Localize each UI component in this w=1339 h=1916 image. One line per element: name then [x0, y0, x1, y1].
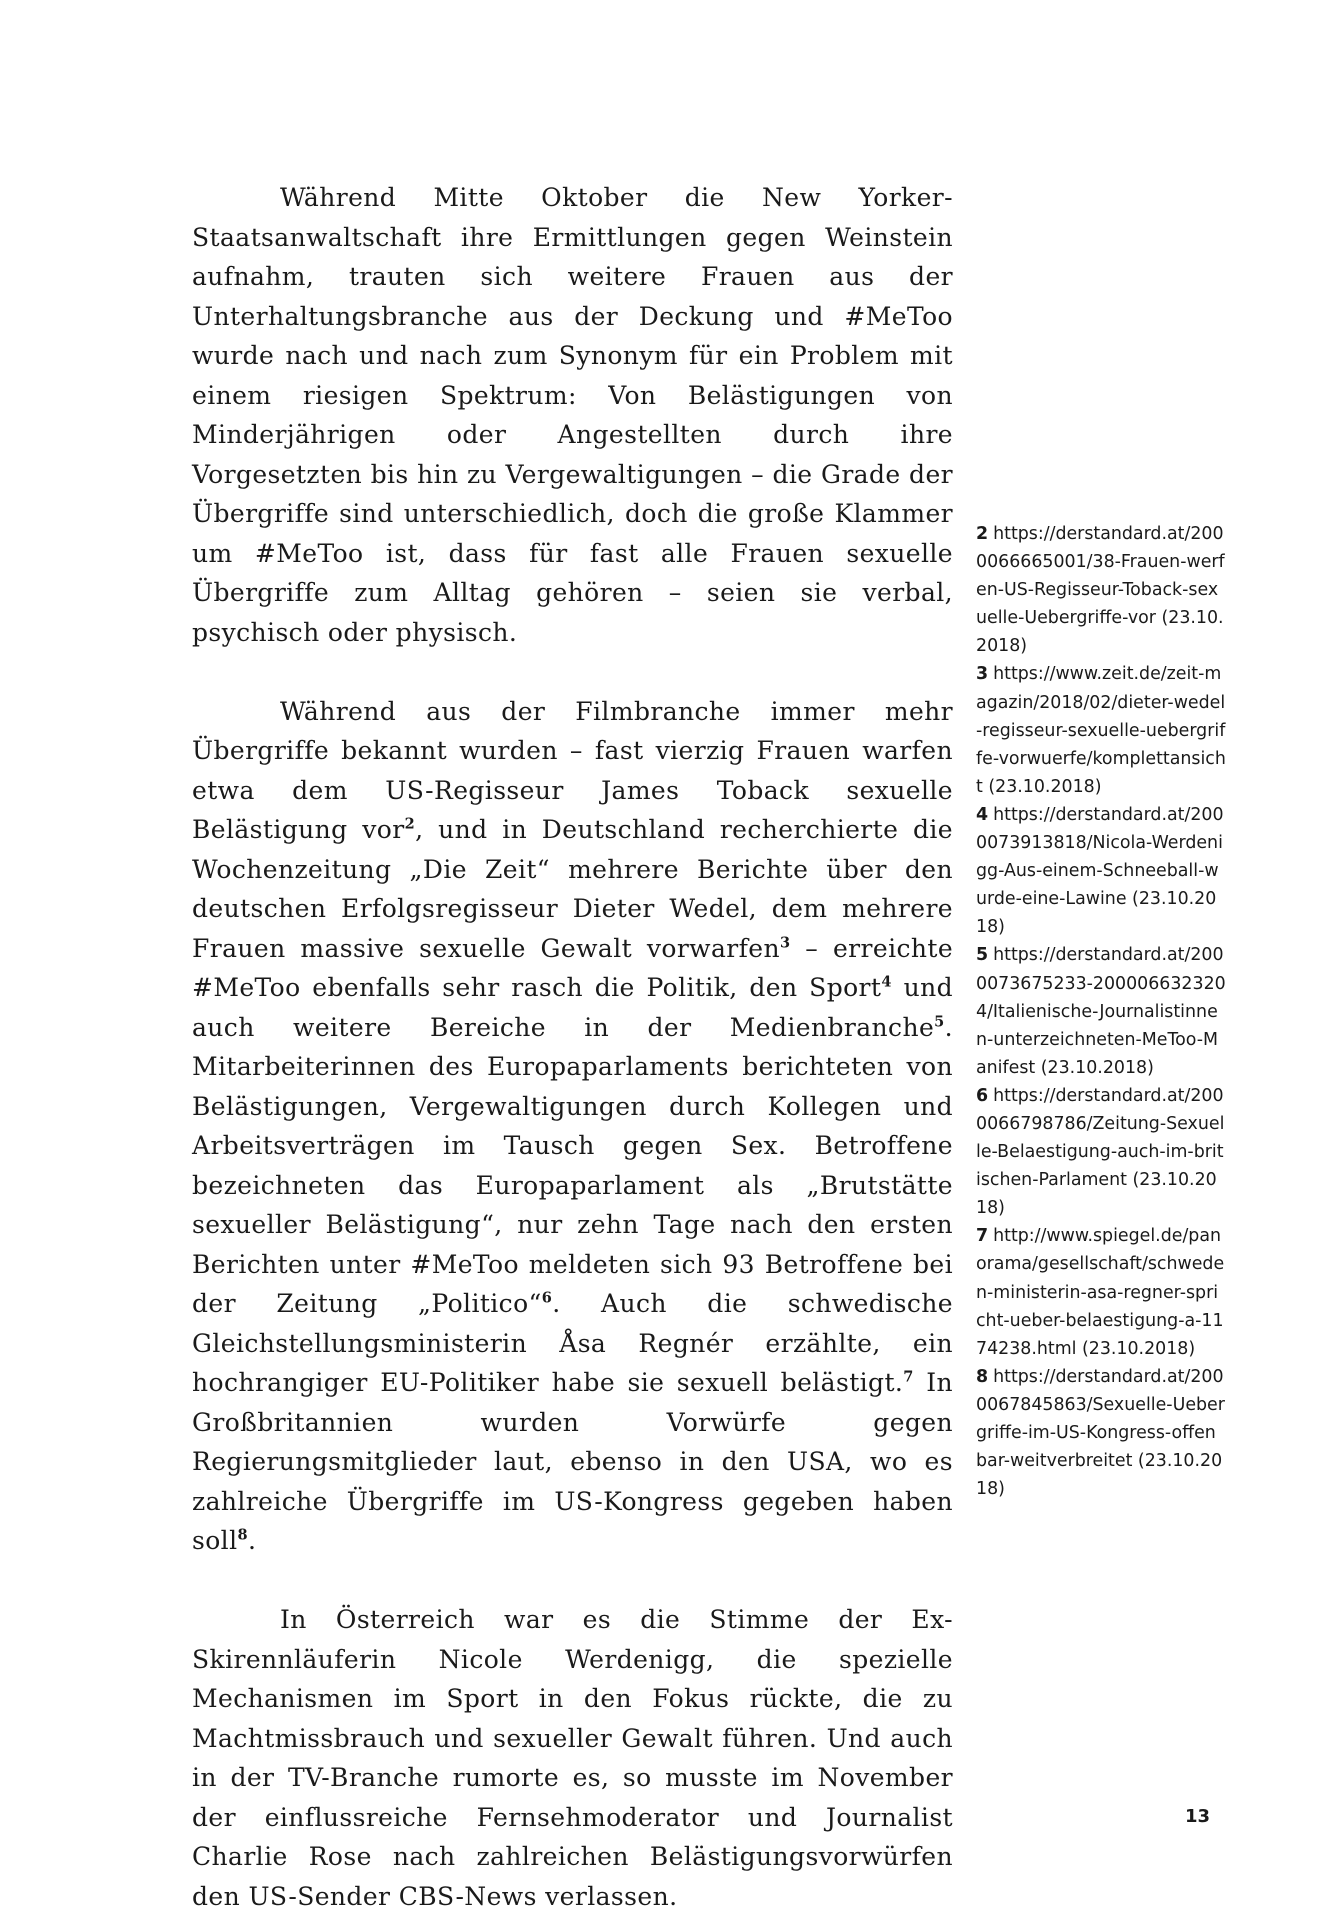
text-segment: .: [247, 1526, 257, 1555]
text-segment: In Österreich war es die Stimme der Ex-Skirennläuferin Nicole Werdenigg, die spezielle Mechanismen im Sport in den Fokus rückte, die zu Machtmissbrauch und sexueller Gewalt führen. Und auch in der TV-Branche rumorte es, so musste im November der einflussreiche Fernsehmoderator und Journalist Charlie Rose nach zahlreichen Belästigungsvorwürfen den US-Sender CBS-News verlassen.: [192, 1605, 953, 1911]
text-segment: . Mitarbeiterinnen des Europaparlaments berichteten von Belästigungen, Vergewaltigungen durch Kollegen und Arbeitsverträgen im Tausch gegen Sex. Betroffene bezeichneten das Europaparlament als „Brutstätte sexueller Belästigung“, nur zehn Tage nach den ersten Berichten unter #MeToo meldeten sich 93 Betroffene bei der Zeitung „Politico“: [192, 1012, 953, 1318]
footnote-5: [976, 941, 1226, 1081]
footnote-marker: 2: [404, 815, 416, 833]
footnote-number: 4: [976, 804, 989, 825]
footnote-marker: 5: [934, 1013, 945, 1031]
footnote-4: [976, 801, 1226, 941]
text-segment: . Auch die schwedische Gleichstellungsministerin Åsa Regnér erzählte, ein hochrangiger EU-Politiker habe sie sexuell belästigt.: [192, 1289, 953, 1397]
body-paragraph: [192, 1600, 953, 1916]
footnote-link[interactable]: https://derstandard.at/2000066665001/38-Frauen-werfen-US-Regisseur-Toback-sexuelle-Uebergriffe-vor (23.10.2018): [976, 524, 1225, 657]
page-number: 13: [1184, 1806, 1210, 1827]
footnotes-column: [976, 520, 1226, 1503]
text-segment: , und in Deutschland recherchierte die Wochenzeitung „Die Zeit“ mehrere Berichte über den deutschen Erfolgsregisseur Dieter Wedel, dem mehrere Frauen massive sexuelle Gewalt vorwarfen: [192, 815, 953, 963]
footnote-link[interactable]: http://www.spiegel.de/panorama/gesellschaft/schweden-ministerin-asa-regner-spricht-ueber-belaestigung-a-1174238.html (23.10.2018): [976, 1226, 1225, 1359]
footnote-number: 3: [976, 664, 989, 685]
footnote-marker: 8: [237, 1526, 248, 1544]
footnote-link[interactable]: https://www.zeit.de/zeit-magazin/2018/02/dieter-wedel-regisseur-sexuelle-uebergriffe-vorwuerfe/komplettansicht (23.10.2018): [976, 664, 1226, 797]
body-paragraph: [192, 692, 953, 1561]
text-segment: und auch weitere Bereiche in der Medienbranche: [192, 973, 953, 1042]
footnote-3: [976, 660, 1226, 800]
text-segment: – erreichte #MeToo ebenfalls sehr rasch die Politik, den Sport: [192, 933, 954, 1002]
footnote-6: [976, 1082, 1226, 1222]
footnote-number: 7: [976, 1226, 989, 1247]
footnote-marker: 6: [541, 1289, 553, 1307]
footnote-2: [976, 520, 1226, 660]
text-segment: Während Mitte Oktober die New Yorker-Staatsanwaltschaft ihre Ermittlungen gegen Weinstein aufnahm, trauten sich weitere Frauen aus der Unterhaltungsbranche aus der Deckung und #MeToo wurde nach und nach zum Synonym für ein Problem mit einem riesigen Spektrum: Von Belästigungen von Minderjährigen oder Angestellten durch ihre Vorgesetzten bis hin zu Vergewaltigungen – die Grade der Übergriffe sind unterschiedlich, doch die große Klammer um #MeToo ist, dass für fast alle Frauen sexuelle Übergriffe zum Alltag gehören – seien sie verbal, psychisch oder physisch.: [192, 183, 953, 647]
text-segment: Während aus der Filmbranche immer mehr Übergriffe bekannt wurden – fast vierzig Frauen warfen etwa dem US-Regisseur James Toback sexuelle Belästigung vor: [192, 696, 953, 844]
footnote-8: [976, 1363, 1226, 1503]
footnote-number: 8: [976, 1366, 989, 1387]
footnote-link[interactable]: https://derstandard.at/2000066798786/Zeitung-Sexuelle-Belaestigung-auch-im-britischen-Parlament (23.10.2018): [976, 1085, 1225, 1219]
footnote-marker: 7: [903, 1368, 914, 1386]
text-segment: In Großbritannien wurden Vorwürfe gegen Regierungsmitglieder laut, ebenso in den USA, wo es zahlreiche Übergriffe im US-Kongress gegeben haben soll: [192, 1368, 954, 1555]
footnote-marker: 3: [780, 934, 791, 952]
footnote-number: 6: [976, 1085, 989, 1106]
footnote-link[interactable]: https://derstandard.at/2000073913818/Nicola-Werdenigg-Aus-einem-Schneeball-wurde-eine-Lawine (23.10.2018): [976, 804, 1224, 938]
footnote-link[interactable]: https://derstandard.at/2000073675233-2000066323204/Italienische-Journalistinnen-unterzeichneten-MeToo-Manifest (23.10.2018): [976, 945, 1226, 1078]
main-body-text: [192, 178, 953, 1916]
body-paragraph: [192, 178, 953, 652]
footnote-number: 2: [976, 524, 989, 544]
footnote-link[interactable]: https://derstandard.at/2000067845863/Sexuelle-Uebergriffe-im-US-Kongress-offenbar-weitverbreitet (23.10.2018): [976, 1366, 1225, 1500]
footnote-marker: 4: [881, 973, 892, 991]
footnote-7: [976, 1222, 1226, 1362]
footnote-number: 5: [976, 945, 989, 966]
